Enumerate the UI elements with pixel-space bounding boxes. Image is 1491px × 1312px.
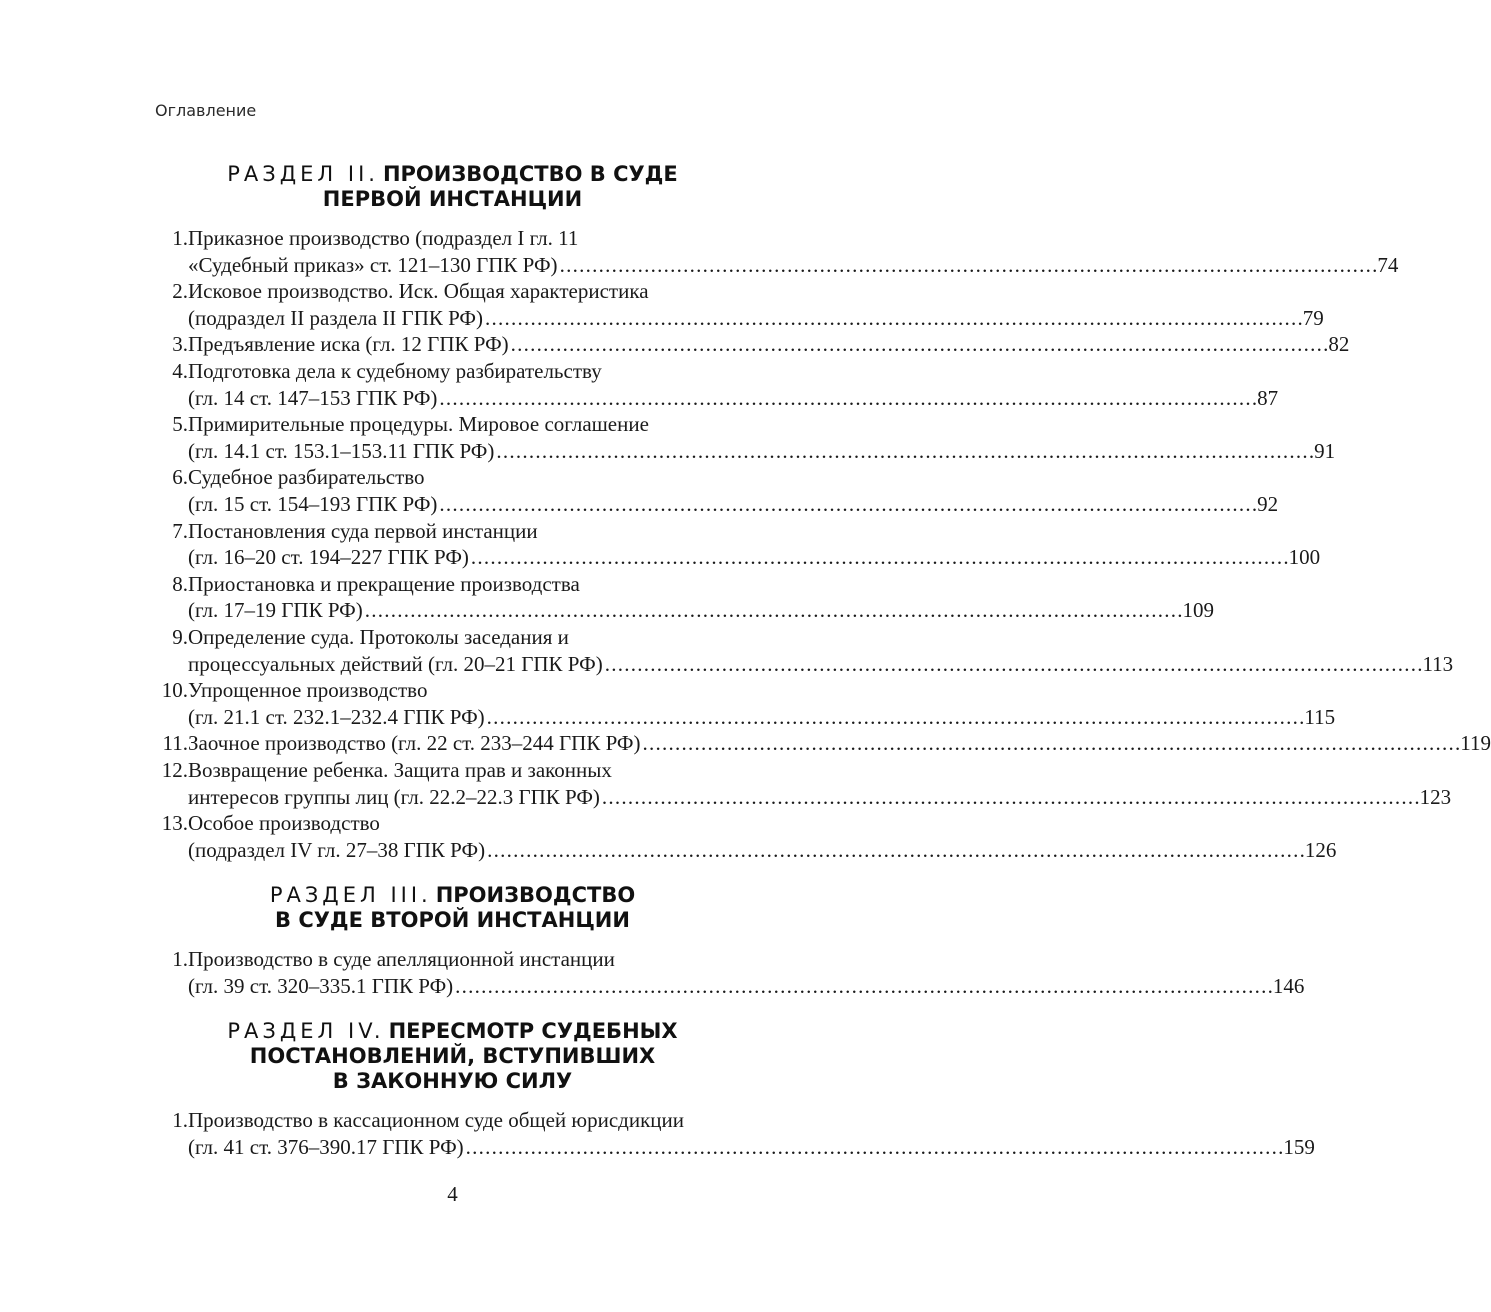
section-title-line: ПРОИЗВОДСТВО В СУДЕ — [382, 162, 678, 186]
entry-title-line: процессуальных действий (гл. 20–21 ГПК РФ) — [188, 651, 603, 676]
entry-leader-line — [188, 491, 1278, 518]
entry-title-line: Определение суда. Протоколы заседания и — [188, 625, 569, 649]
entry-number: 8. — [172, 571, 188, 596]
dot-leader — [439, 385, 1255, 412]
entry-page-number[interactable]: 113 — [1422, 651, 1454, 676]
entry-body — [188, 225, 1398, 278]
entry-leader-line — [188, 544, 1320, 571]
entry-body — [188, 757, 1451, 810]
section-4 — [150, 1019, 1315, 1160]
toc-entry[interactable] — [150, 518, 1321, 571]
section-title — [150, 883, 755, 933]
entry-leader-line — [188, 704, 1335, 731]
toc-entry[interactable] — [150, 358, 1279, 411]
section-prefix: РАЗДЕЛ II. — [227, 162, 379, 186]
entry-title-line: интересов группы лиц (гл. 22.2–22.3 ГПК РФ) — [188, 784, 600, 809]
toc-entry[interactable] — [150, 757, 1452, 810]
entry-title-line: (гл. 14 ст. 147–153 ГПК РФ) — [188, 385, 438, 410]
entry-body — [188, 730, 1491, 757]
entry-title-line: Примирительные процедуры. Мировое соглашение — [188, 412, 649, 437]
section-title-line: ПРОИЗВОДСТВО — [435, 883, 636, 907]
entry-body — [188, 464, 1278, 517]
entry-number: 9. — [172, 625, 188, 649]
section-3 — [150, 883, 1305, 999]
entry-page-number[interactable]: 74 — [1377, 252, 1399, 277]
entry-title-line: Предъявление иска (гл. 12 ГПК РФ) — [188, 332, 509, 357]
entry-title-line: Производство в суде апелляционной инстанции — [188, 947, 615, 971]
entry-page-number[interactable]: 126 — [1304, 837, 1337, 862]
entry-leader-line — [188, 385, 1278, 412]
entry-leader-line — [188, 305, 1324, 332]
dot-leader — [471, 544, 1287, 571]
entry-title-line: Приказное производство (подраздел I гл. 11 — [188, 226, 579, 250]
dot-leader — [602, 784, 1418, 811]
entry-number: 7. — [172, 518, 188, 543]
dot-leader — [485, 305, 1301, 332]
entry-body — [188, 331, 1349, 358]
entry-number: 1. — [172, 226, 188, 250]
entry-title-line: Исковое производство. Иск. Общая характеристика — [188, 279, 649, 304]
running-header: Оглавление — [155, 101, 257, 120]
entry-body — [188, 518, 1320, 571]
dot-leader — [496, 438, 1312, 465]
section-title-line: ПЕРВОЙ ИНСТАНЦИИ — [322, 187, 583, 211]
entry-page-number[interactable]: 159 — [1283, 1134, 1315, 1159]
toc-entry[interactable] — [150, 677, 1336, 730]
entry-body — [188, 1107, 1315, 1160]
dot-leader — [487, 704, 1303, 731]
entry-page-number[interactable]: 79 — [1302, 305, 1324, 330]
entry-number: 1. — [172, 947, 188, 971]
entry-leader-line — [188, 252, 1398, 279]
dot-leader — [455, 973, 1271, 1000]
entry-leader-line — [188, 438, 1335, 465]
entry-number: 5. — [172, 412, 188, 437]
entry-title-line: (гл. 17–19 ГПК РФ) — [188, 598, 363, 623]
entry-body — [188, 571, 1214, 624]
toc-entry[interactable] — [150, 464, 1279, 517]
toc-entry[interactable] — [150, 810, 1337, 863]
entry-body — [188, 677, 1335, 730]
toc-list — [150, 1107, 1315, 1160]
entry-title-line: (подраздел II раздела II ГПК РФ) — [188, 305, 484, 330]
entry-number: 4. — [172, 359, 188, 384]
entry-title-line: (гл. 14.1 ст. 153.1–153.11 ГПК РФ) — [188, 438, 495, 463]
entry-page-number[interactable]: 115 — [1304, 704, 1336, 729]
dot-leader — [365, 597, 1181, 624]
entry-title-line: Производство в кассационном суде общей юрисдикции — [188, 1108, 684, 1132]
entry-title-line: «Судебный приказ» ст. 121–130 ГПК РФ) — [188, 252, 558, 277]
entry-title-line: Заочное производство (гл. 22 ст. 233–244 ГПК РФ) — [188, 731, 641, 756]
dot-leader — [642, 730, 1458, 757]
section-title — [150, 1019, 755, 1094]
section-prefix: РАЗДЕЛ IV. — [227, 1019, 385, 1043]
entry-leader-line — [188, 730, 1491, 757]
entry-page-number[interactable]: 91 — [1314, 438, 1336, 463]
entry-title-line: Судебное разбирательство — [188, 465, 425, 490]
entry-title-line: Подготовка дела к судебному разбирательству — [188, 359, 602, 384]
entry-title-line: Особое производство — [188, 811, 380, 836]
entry-body — [188, 411, 1335, 464]
entry-leader-line — [188, 597, 1214, 624]
entry-page-number[interactable]: 87 — [1257, 385, 1279, 410]
entry-leader-line — [188, 784, 1451, 811]
toc-entry[interactable] — [150, 730, 1491, 757]
entry-title-line: Возвращение ребенка. Защита прав и законных — [188, 758, 612, 783]
entry-number: 6. — [172, 465, 188, 490]
section-title-line: ПЕРЕСМОТР СУДЕБНЫХ — [388, 1019, 678, 1043]
toc-list — [150, 225, 1491, 863]
entry-number: 11. — [162, 731, 188, 756]
entry-number: 2. — [172, 279, 188, 304]
entry-page-number[interactable]: 146 — [1272, 973, 1305, 998]
entry-page-number[interactable]: 109 — [1182, 598, 1214, 623]
toc-entry[interactable] — [150, 278, 1324, 331]
entry-title-line: (подраздел IV гл. 27–38 ГПК РФ) — [188, 837, 486, 862]
dot-leader — [439, 491, 1255, 518]
entry-number: 10. — [161, 678, 188, 703]
section-title-line: В ЗАКОННУЮ СИЛУ — [332, 1069, 573, 1093]
entry-page-number[interactable]: 119 — [1460, 731, 1491, 756]
entry-body — [188, 278, 1324, 331]
section-2 — [150, 162, 1491, 863]
entry-title-line: (гл. 16–20 ст. 194–227 ГПК РФ) — [188, 545, 469, 570]
section-prefix: РАЗДЕЛ III. — [269, 883, 432, 907]
page-number: 4 — [447, 1182, 458, 1206]
entry-leader-line — [188, 837, 1336, 864]
entry-page-number[interactable]: 100 — [1288, 545, 1321, 570]
toc-entry[interactable] — [150, 411, 1336, 464]
toc-entry[interactable] — [150, 1107, 1315, 1160]
entry-body — [188, 946, 1304, 999]
section-title-line: В СУДЕ ВТОРОЙ ИНСТАНЦИИ — [275, 908, 630, 932]
section-title-line: ПОСТАНОВЛЕНИЙ, ВСТУПИВШИХ — [249, 1044, 656, 1068]
entry-title-line: (гл. 41 ст. 376–390.17 ГПК РФ) — [188, 1134, 464, 1159]
dot-leader — [511, 331, 1327, 358]
toc-list — [150, 946, 1305, 999]
entry-leader-line — [188, 331, 1349, 358]
entry-number: 1. — [172, 1108, 188, 1132]
entry-leader-line — [188, 651, 1453, 678]
entry-body — [188, 358, 1278, 411]
entry-page-number[interactable]: 123 — [1419, 784, 1452, 809]
toc-entry[interactable] — [150, 946, 1305, 999]
entry-title-line: (гл. 15 ст. 154–193 ГПК РФ) — [188, 491, 438, 516]
entry-body — [188, 810, 1336, 863]
entry-page-number[interactable]: 82 — [1328, 332, 1350, 357]
toc-entry[interactable] — [150, 571, 1214, 624]
dot-leader — [560, 252, 1376, 279]
dot-leader — [605, 651, 1421, 678]
entry-title-line: (гл. 21.1 ст. 232.1–232.4 ГПК РФ) — [188, 704, 485, 729]
entry-title-line: Приостановка и прекращение производства — [188, 571, 580, 596]
entry-leader-line — [188, 973, 1304, 1000]
entry-page-number[interactable]: 92 — [1257, 491, 1279, 516]
toc-entry[interactable] — [150, 225, 1399, 278]
toc-entry[interactable] — [150, 624, 1454, 677]
dot-leader — [487, 837, 1303, 864]
entry-number: 3. — [172, 332, 188, 357]
entry-body — [188, 624, 1453, 677]
dot-leader — [466, 1134, 1282, 1161]
section-title — [150, 162, 755, 212]
entry-title-line: Постановления суда первой инстанции — [188, 518, 538, 543]
toc-entry[interactable] — [150, 331, 1350, 358]
entry-title-line: (гл. 39 ст. 320–335.1 ГПК РФ) — [188, 973, 454, 998]
entry-leader-line — [188, 1134, 1315, 1161]
entry-number: 13. — [161, 811, 188, 836]
entry-title-line: Упрощенное производство — [188, 678, 428, 703]
entry-number: 12. — [161, 758, 188, 783]
